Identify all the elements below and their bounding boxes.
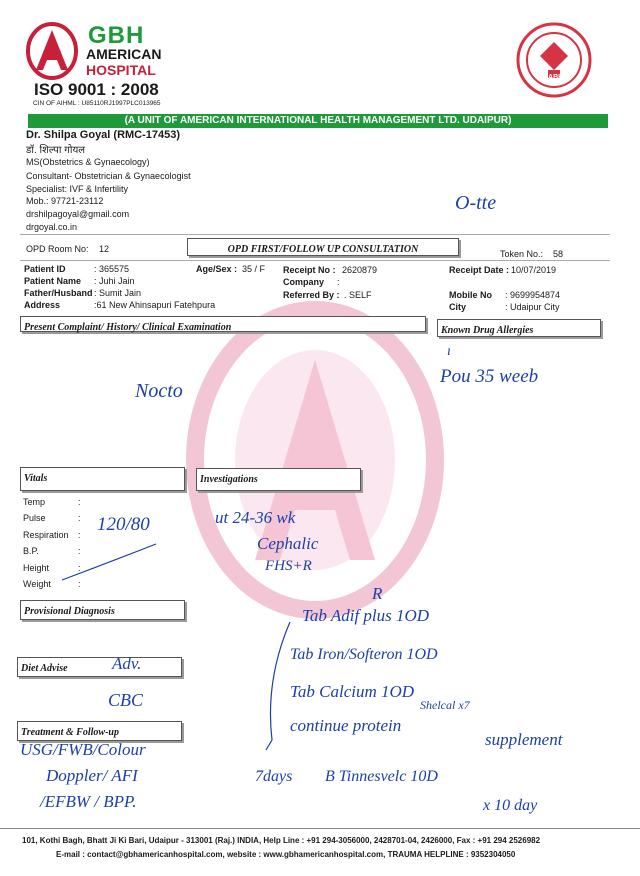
handwriting-nocto: Nocto (135, 380, 183, 402)
vitals-section-box (20, 467, 185, 491)
handwriting-med-3: Tab Calcium 1OD (290, 682, 415, 701)
father-label: Father/Husband (24, 288, 93, 298)
handwriting-med-1: Tab Adif plus 1OD (302, 606, 430, 625)
doctor-name: Dr. Shilpa Goyal (RMC-17453) (26, 129, 181, 141)
receipt-date-label: Receipt Date : (449, 265, 510, 275)
referred-value: . SELF (344, 290, 372, 300)
treatment-section-title: Treatment & Follow-up (21, 727, 119, 738)
vital-weight-label: Weight (23, 579, 51, 589)
address-value: :61 New Ahinsapuri Fatehpura (94, 300, 216, 310)
opd-room-value: 12 (99, 244, 110, 254)
handwriting-us-2: Cephalic (257, 534, 319, 553)
vital-colon-2: : (78, 513, 81, 523)
vital-respiration-label: Respiration (23, 530, 69, 540)
doctor-degree: MS(Obstetrics & Gynaecology) (26, 157, 150, 167)
unit-banner: (A UNIT OF AMERICAN INTERNATIONAL HEALTH MANAGEMENT LTD. UDAIPUR) (28, 114, 608, 128)
vital-temp-label: Temp (23, 497, 46, 507)
diet-section-title: Diet Advise (21, 663, 68, 674)
footer-contact: E-mail : contact@gbhamericanhospital.com, website : www.gbhamericanhospital.com, TRAUMA HELPLINE : 9352304050 (56, 850, 516, 859)
provisional-section-box (20, 600, 185, 620)
patient-name-label: Patient Name (24, 276, 82, 286)
doctor-designation: Consultant- Obstetrician & Gynaecologist (26, 171, 191, 181)
handwriting-rx: R (372, 584, 383, 603)
investigations-section-title: Investigations (200, 474, 258, 485)
diet-section-box (17, 657, 182, 677)
complaint-section-title: Present Complaint/ History/ Clinical Examination (24, 322, 232, 333)
patient-name: : Juhi Jain (94, 276, 135, 286)
address-label: Address (24, 300, 61, 310)
handwriting-bracket (260, 620, 300, 760)
company-label: Company (283, 277, 325, 287)
brand-gbh: GBH (88, 22, 145, 49)
doctor-mobile: Mob.: 97721-23112 (26, 196, 104, 206)
handwriting-pog: Pou 35 weeb (440, 366, 539, 387)
vital-pulse-label: Pulse (23, 513, 46, 523)
handwriting-med-3b: Shelcal x7 (420, 698, 470, 712)
handwriting-med-4: continue protein (290, 716, 402, 735)
company-value: : (337, 277, 340, 287)
allergy-section-title: Known Drug Allergies (441, 325, 534, 336)
brand-hospital: HOSPITAL (86, 62, 156, 78)
vital-bp-label: B.P. (23, 546, 39, 556)
handwriting-diet-2: CBC (108, 690, 144, 710)
receipt-date-value: 10/07/2019 (511, 265, 557, 275)
receipt-label: Receipt No : (283, 265, 336, 275)
doctor-web: drgoyal.co.in (26, 222, 78, 232)
cin-label: CIN OF AIHML : U85110RJ1997PLC013965 (33, 100, 161, 107)
hospital-logo-icon (26, 22, 78, 80)
vital-colon-4: : (78, 546, 81, 556)
handwriting-ofte: O-tte (455, 192, 497, 214)
complaint-section-box (20, 316, 426, 332)
handwriting-diet-1: Adv. (112, 654, 142, 673)
vital-colon-3: : (78, 530, 81, 540)
age-value: 35 / F (242, 264, 266, 274)
doctor-specialist: Specialist: IVF & Infertility (26, 184, 129, 194)
handwriting-treat-3: /EFBW / BPP. (40, 792, 137, 811)
opd-room-label: OPD Room No: (26, 244, 89, 254)
city-label: City (449, 302, 467, 312)
handwriting-us-1: ut 24-36 wk (215, 508, 296, 527)
doctor-email: drshilpagoyal@gmail.com (26, 209, 130, 219)
footer-rule (0, 828, 640, 829)
vital-colon-1: : (78, 497, 81, 507)
handwriting-bp-value: 120/80 (97, 514, 150, 535)
consultation-title-text: OPD FIRST/FOLLOW UP CONSULTATION (227, 244, 419, 255)
investigations-section-box (196, 468, 361, 491)
nabh-label: NABH (543, 74, 564, 81)
handwriting-days: 7days (255, 768, 293, 785)
brand-american: AMERICAN (86, 46, 162, 62)
doctor-name-hindi: डॉ. शिल्पा गोयल (26, 145, 86, 156)
handwriting-allergy-mark: ı (447, 344, 451, 359)
patient-id-label: Patient ID (24, 264, 66, 274)
vitals-section-title: Vitals (24, 473, 48, 484)
token-label: Token No.: (500, 249, 544, 259)
nabh-seal-icon (516, 22, 592, 98)
nabh-seal (516, 22, 592, 98)
vital-colon-5: : (78, 563, 81, 573)
patient-id: : 365575 (94, 264, 130, 274)
hospital-logo (26, 22, 78, 80)
age-label: Age/Sex : (196, 264, 238, 274)
handwriting-treat-1: USG/FWB/Colour (20, 740, 146, 759)
handwriting-treat-2: Doppler/ AFI (46, 766, 138, 785)
handwriting-med-2: Tab Iron/Softeron 1OD (290, 646, 438, 663)
treatment-section-box (17, 721, 182, 741)
handwriting-us-3: FHS+R (265, 558, 312, 574)
consultation-title (187, 238, 459, 256)
receipt-value: 2620879 (342, 265, 378, 275)
footer-address: 101, Kothi Bagh, Bhatt Ji Ki Bari, Udaipur - 313001 (Raj.) INDIA, Help Line : +91 294-3056000, 2428701-04, 2426000, Fax : +91 294 2526982 (22, 836, 541, 845)
handwriting-med-4b: supplement (485, 730, 563, 749)
patient-top-rule (20, 260, 610, 261)
handwriting-med-5b: x 10 day (483, 797, 538, 814)
referred-label: Referred By : (283, 290, 340, 300)
mobile-label: Mobile No (449, 290, 492, 300)
city-value: : Udaipur City (505, 302, 560, 312)
handwriting-bp-stroke (60, 540, 160, 585)
father-name: : Sumit Jain (94, 288, 142, 298)
token-value: 58 (553, 249, 564, 259)
mobile-value: : 9699954874 (505, 290, 561, 300)
allergy-section-box (437, 319, 601, 337)
vital-height-label: Height (23, 563, 50, 573)
iso-label: ISO 9001 : 2008 (34, 80, 159, 99)
handwriting-med-5: B Tinnesvelc 10D (325, 768, 438, 785)
opd-top-rule (20, 234, 610, 235)
vital-colon-6: : (78, 579, 81, 589)
provisional-section-title: Provisional Diagnosis (24, 606, 115, 617)
